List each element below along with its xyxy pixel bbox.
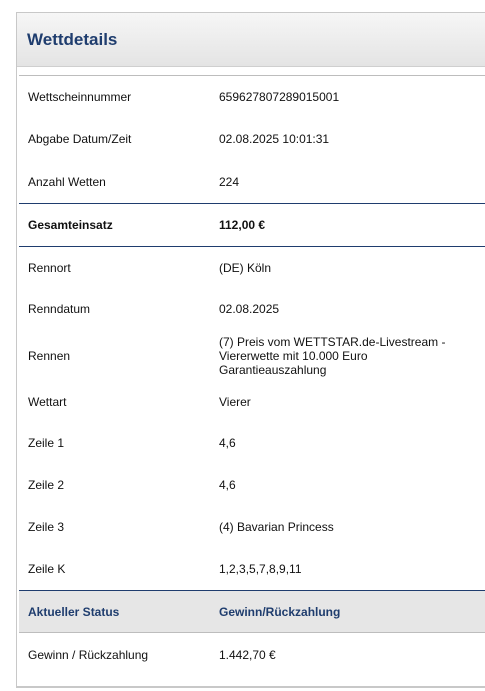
row-label: Gewinn / Rückzahlung bbox=[28, 648, 149, 662]
row-value: 112,00 € bbox=[219, 218, 266, 232]
row-submission-datetime bbox=[19, 118, 485, 160]
row-label: Anzahl Wetten bbox=[28, 174, 106, 189]
status-label: Aktueller Status bbox=[28, 604, 120, 619]
row-race-venue bbox=[19, 246, 485, 288]
row-value: Vierer bbox=[219, 395, 251, 409]
row-label: Zeile K bbox=[28, 562, 66, 576]
row-line-1 bbox=[19, 422, 485, 464]
row-label: Gesamteinsatz bbox=[28, 218, 113, 232]
row-line-2 bbox=[19, 464, 485, 506]
bet-details-table bbox=[19, 75, 485, 677]
row-label: Zeile 3 bbox=[28, 520, 65, 534]
row-line-k bbox=[19, 548, 485, 590]
row-line-3 bbox=[19, 506, 485, 548]
row-total-stake bbox=[19, 203, 485, 246]
row-label: Rennort bbox=[28, 260, 71, 275]
bet-details-panel bbox=[16, 12, 485, 688]
row-value: 4,6 bbox=[219, 478, 236, 492]
row-ticket-number bbox=[19, 76, 485, 118]
row-label: Wettscheinnummer bbox=[28, 90, 132, 104]
row-payout bbox=[19, 633, 485, 677]
row-label: Rennen bbox=[28, 349, 71, 363]
row-bet-count bbox=[19, 160, 485, 203]
row-value: 4,6 bbox=[219, 436, 236, 450]
status-value: Gewinn/Rückzahlung bbox=[219, 604, 341, 619]
row-value: (4) Bavarian Princess bbox=[219, 520, 334, 534]
row-race-date bbox=[19, 288, 485, 330]
row-value: 02.08.2025 10:01:31 bbox=[219, 132, 330, 146]
row-value: 1,2,3,5,7,8,9,11 bbox=[219, 562, 302, 576]
panel-bottom-divider bbox=[17, 686, 485, 687]
row-value: 659627807289015001 bbox=[219, 90, 340, 104]
row-label: Renndatum bbox=[28, 302, 91, 316]
row-label: Zeile 2 bbox=[28, 478, 65, 492]
panel-header bbox=[17, 13, 485, 67]
row-value: (7) Preis vom WETTSTAR.de-Livestream - Viererwette mit 10.000 Euro Garantieauszahlung bbox=[219, 335, 446, 377]
row-label: Wettart bbox=[28, 395, 67, 409]
row-value: 02.08.2025 bbox=[219, 302, 280, 316]
panel-title: Wettdetails bbox=[27, 29, 118, 49]
row-value: (DE) Köln bbox=[219, 260, 272, 275]
row-label: Zeile 1 bbox=[28, 436, 65, 450]
row-race bbox=[19, 330, 485, 382]
payout-value: 1.442,70 € bbox=[219, 648, 276, 662]
row-value: 224 bbox=[219, 174, 240, 189]
row-bet-type bbox=[19, 382, 485, 422]
status-header-row bbox=[19, 590, 485, 633]
row-label: Abgabe Datum/Zeit bbox=[28, 132, 132, 146]
